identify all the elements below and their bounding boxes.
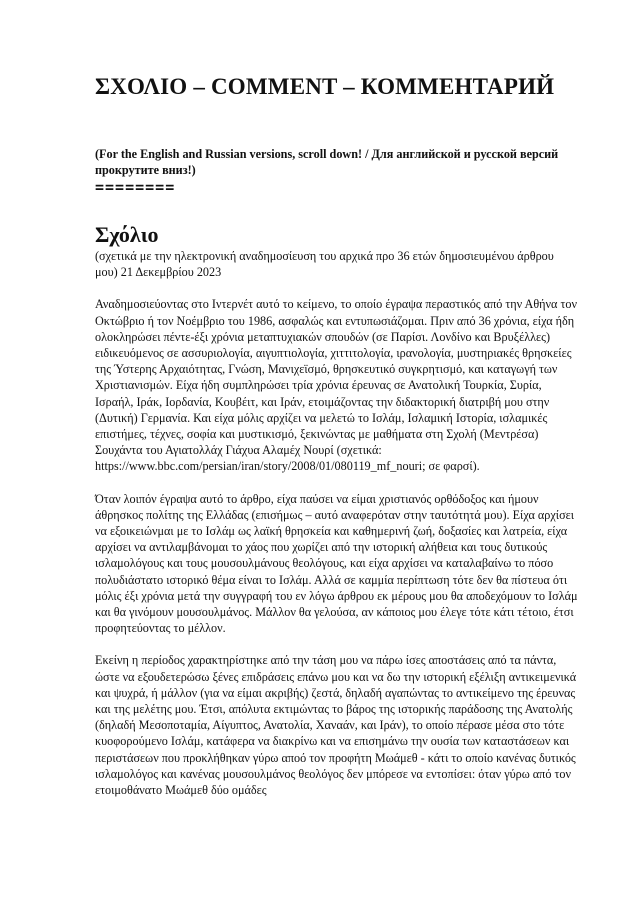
document-title: ΣΧΟΛΙΟ – COMMENT – КОММЕНТАРИЙ xyxy=(95,74,555,99)
section-heading: Σχόλιο xyxy=(95,222,159,247)
section-subtitle: (σχετικά με την ηλεκτρονική αναδημοσίευση του αρχικά προ 36 ετών δημοσιευμένου άρθρου μου) 21 Δεκεμβρίου 2023 xyxy=(95,249,554,280)
paragraph-1: Αναδημοσιεύοντας στο Ιντερνέτ αυτό το κείμενο, το οποίο έγραψα περαστικός από την Αθήνα τον Οκτώβριο ή τον Νοέμβριο του 1986, ασφαλώς και εντυπωσιάζομαι. Πριν από 36 χρόνια, είχα ήδη ολοκληρώσει πέντε-έξι χρόνια μεταπτυχιακών σπουδών (σε Παρίσι. Λονδίνο και Βρυξέλλες) ειδικευόμενος σε ασσυριολογία, αιγυπτιολογία, χιττιτολογία, ιρανολογία, μυστηριακές θρησκείες της Ύστερης Αρχαιότητας, Γνώση, Μανιχεϊσμό, θρησκευτικό συγκρητισμό, και καταγωγή των Χριστιανισμών. Είχα ήδη συμπληρώσει τρία χρόνια έρευνας σε Ανατολική Τουρκία, Συρία, Ισραήλ, Ιράκ, Ιορδανία, Κουβέιτ, και Ιράν, ετοιμάζοντας την διδακτορική διατριβή μου στην (Δυτική) Γερμανία. Και είχα μόλις αρχίζει να μελετώ το Ισλάμ, Ισλαμική Ιστορία, ισλαμικές επιστήμες, τέχνες, σοφία και μυστικισμό, ξεκινώντας με μαθήματα στη Σχολή (Μεντρέσα) Σουχάντα του Αγιατολλάχ Γιάχυα Αλαμέχ Νουρί (σχετικά: https://www.bbc.com/persian/iran/story/2008/01/080119_mf_nouri; σε φαρσί). xyxy=(95,297,577,474)
scroll-note: (For the English and Russian versions, scroll down! / Для английской и русской версий прокрутите вниз!) xyxy=(95,147,559,177)
separator-line: ======== xyxy=(95,178,176,196)
paragraph-2: Όταν λοιπόν έγραψα αυτό το άρθρο, είχα παύσει να είμαι χριστιανός ορθόδοξος και ήμουν άθρησκος πολίτης της Ελλάδας (επισήμως – αυτό αναφερόταν στην ταυτότητά μου). Είχα αρχίσει να εξοικειώνμαι με το Ισλάμ ως λαϊκή θρησκεία και καθημερινή ζωή, δοξασίες και λατρεία, είχα αρχίσει να αντιλαμβάνομαι το χάος που χωρίζει από την ιστορική αλήθεια και τους δυτικούς ισλαμολόγους και τους μουσουλμάνους θεολόγους, και είχα αρχίσει να καταλαβαίνω το πόσο πολυδιάστατο ιστορικό θέμα είναι το Ισλάμ. Αλλά σε καμμία περίπτωση τότε δεν θα πίστευα ότι μόλις έξι χρόνια μετά την συγγραφή του εν λόγω άρθρου εκ μέρους μου θα αποδεχόμουν το Ισλάμ και θα γινόμουν μουσουλμάνος. Μάλλον θα γελούσα, αν κάποιος μου έλεγε τότε κάτι τέτοιο, έτσι προφητεύοντας το μέλλον. xyxy=(95,491,578,636)
paragraph-3: Εκείνη η περίοδος χαρακτηρίστηκε από την τάση μου να πάρω ίσες αποστάσεις από τα πάντα, ώστε να εξουδετερώσω ξένες επιδράσεις επάνω μου και να δω την ιστορική εξέλιξη αντικειμενικά και ψυχρά, ή μάλλον (για να είμαι ακριβής) ζεστά, δηλαδή αγαπώντας το αντικείμενο της έρευνας και της μελέτης μου. Έτσι, απόλυτα εκτιμώντας το βάρος της ιστορικής παράδοσης της Ανατολής (δηλαδή Μεσοποταμία, Αίγυπτος, Ανατολία, Χαναάν, και Ιράν), το οποίο πέρασε μέσα στο τότε κυοφορούμενο Ισλάμ, κατάφερα να διακρίνω και να επισημάνω την ουσία των καταστάσεων και περιστάσεων που προκλήθηκαν γύρω αποό τον προφήτη Μωάμεθ - κάτι το οποίο κανένας δυτικός ισλαμολόγος και κανένας μουσουλμάνος θεολόγος δεν μπόρεσε να εντοπίσει: όταν γύρω από τον ετοιμοθάνατο Μωάμεθ δύο ομάδες xyxy=(95,653,577,798)
